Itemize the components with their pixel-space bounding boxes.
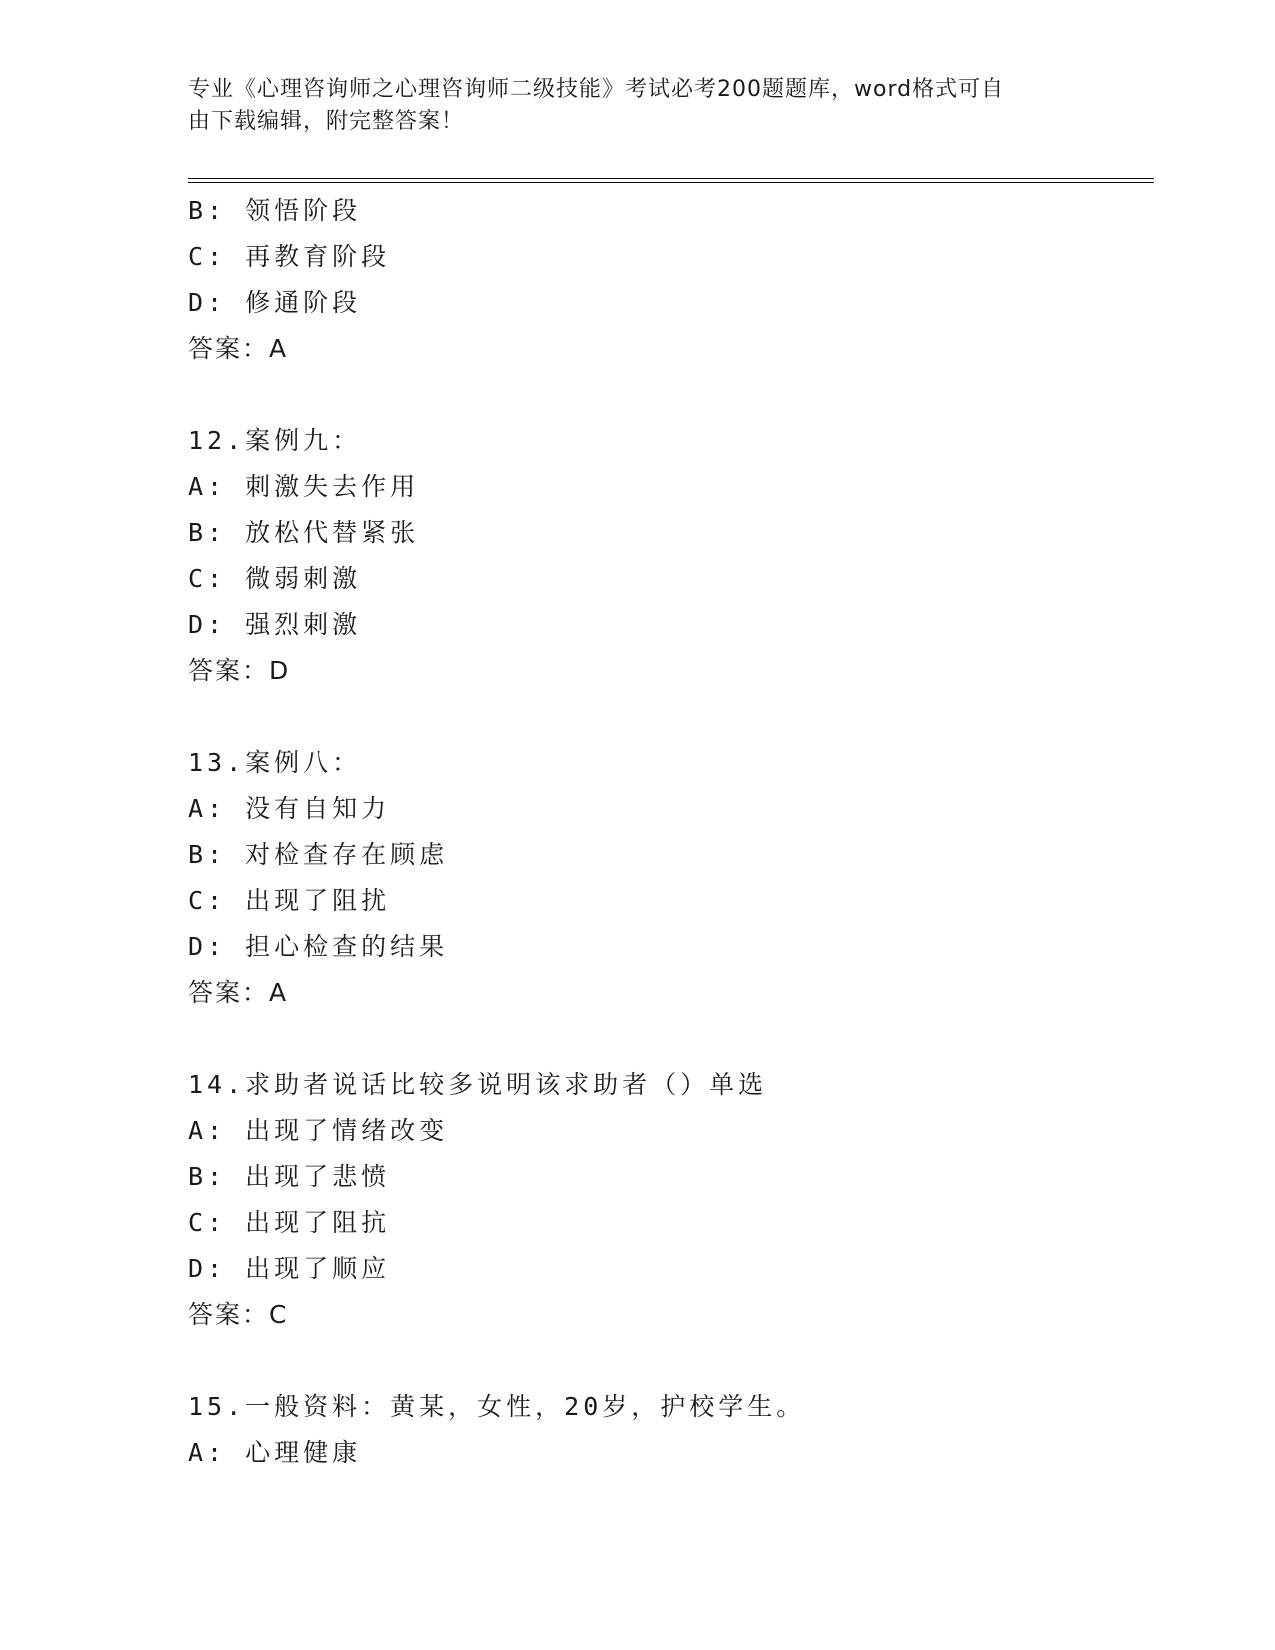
answer: 答案：C: [188, 1300, 289, 1329]
option-d: D: 出现了顺应: [188, 1254, 391, 1283]
question-13: [188, 740, 1148, 1016]
spacer: [188, 1338, 1148, 1384]
spacer: [188, 694, 1148, 740]
question-15: [188, 1384, 1148, 1476]
option-b: B: 领悟阶段: [188, 196, 362, 225]
option-a: A: 心理健康: [188, 1438, 362, 1467]
header-line-1: 专业《心理咨询师之心理咨询师二级技能》考试必考200题题库，word格式可自: [188, 77, 1005, 102]
question-list: [188, 188, 1148, 1476]
option-c: C: 出现了阻抗: [188, 1208, 391, 1237]
option-d: D: 担心检查的结果: [188, 932, 449, 961]
option-d: D: 强烈刺激: [188, 610, 362, 639]
option-c: C: 出现了阻扰: [188, 886, 391, 915]
question-stem: 14.求助者说话比较多说明该求助者（）单选: [188, 1070, 768, 1099]
spacer: [188, 1016, 1148, 1062]
spacer: [188, 372, 1148, 418]
answer: 答案：D: [188, 656, 291, 685]
header-line-2: 由下载编辑，附完整答案！: [188, 109, 465, 134]
question-14: [188, 1062, 1148, 1338]
option-a: A: 出现了情绪改变: [188, 1116, 449, 1145]
option-b: B: 放松代替紧张: [188, 518, 420, 547]
answer: 答案：A: [188, 978, 289, 1007]
option-d: D: 修通阶段: [188, 288, 362, 317]
answer: 答案：A: [188, 334, 289, 363]
question-stem: 12.案例九：: [188, 426, 362, 455]
question-11: [188, 188, 1148, 372]
option-b: B: 出现了悲愤: [188, 1162, 391, 1191]
question-stem: 15.一般资料：黄某，女性，20岁，护校学生。: [188, 1392, 806, 1421]
option-a: A: 刺激失去作用: [188, 472, 420, 501]
question-stem: 13.案例八：: [188, 748, 362, 777]
document-header: [188, 74, 1068, 138]
option-a: A: 没有自知力: [188, 794, 391, 823]
option-c: C: 微弱刺激: [188, 564, 362, 593]
option-c: C: 再教育阶段: [188, 242, 391, 271]
header-divider-bottom: [188, 182, 1154, 183]
option-b: B: 对检查存在顾虑: [188, 840, 449, 869]
question-12: [188, 418, 1148, 694]
header-divider-top: [188, 178, 1154, 179]
